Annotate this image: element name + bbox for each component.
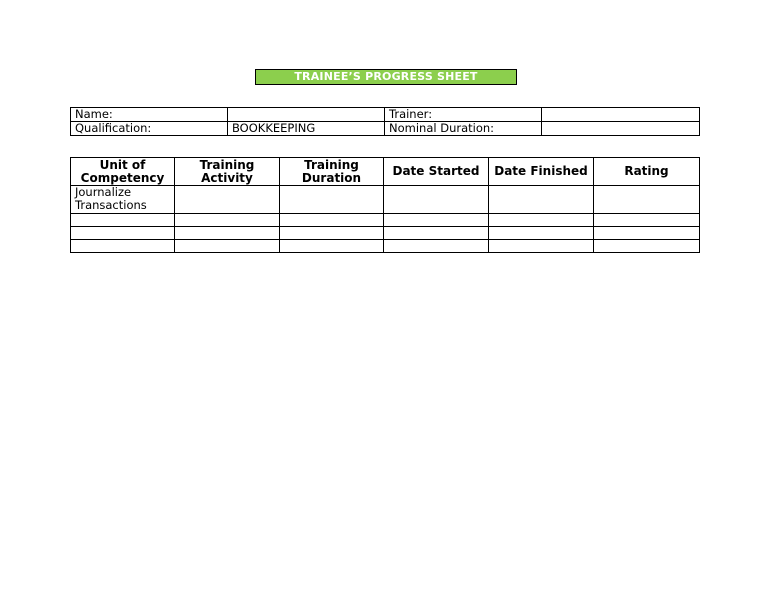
unit-of-competency-cell[interactable]: Journalize Transactions	[71, 186, 175, 214]
training-duration-cell[interactable]	[280, 214, 384, 227]
date-finished-cell[interactable]	[489, 186, 594, 214]
table-row	[71, 227, 700, 240]
date-finished-cell[interactable]	[489, 240, 594, 253]
date-started-cell[interactable]	[384, 214, 489, 227]
name-field[interactable]	[228, 108, 385, 122]
date-finished-cell[interactable]	[489, 214, 594, 227]
header-training-activity: Training Activity	[175, 158, 280, 186]
progress-table	[70, 157, 700, 253]
qualification-field[interactable]: BOOKKEEPING	[228, 122, 385, 136]
header-date-started: Date Started	[384, 158, 489, 186]
rating-cell[interactable]	[594, 214, 700, 227]
header-rating: Rating	[594, 158, 700, 186]
progress-table-header	[71, 158, 700, 186]
trainee-info-table	[70, 107, 700, 136]
table-row	[71, 214, 700, 227]
unit-of-competency-cell[interactable]	[71, 214, 175, 227]
training-activity-cell[interactable]	[175, 227, 280, 240]
table-row	[71, 240, 700, 253]
date-finished-cell[interactable]	[489, 227, 594, 240]
header-unit-of-competency: Unit of Competency	[71, 158, 175, 186]
date-started-cell[interactable]	[384, 227, 489, 240]
rating-cell[interactable]	[594, 186, 700, 214]
qualification-label: Qualification:	[71, 122, 228, 136]
table-row	[71, 186, 700, 214]
rating-cell[interactable]	[594, 227, 700, 240]
header-date-finished: Date Finished	[489, 158, 594, 186]
training-activity-cell[interactable]	[175, 186, 280, 214]
unit-of-competency-cell[interactable]	[71, 240, 175, 253]
date-started-cell[interactable]	[384, 240, 489, 253]
rating-cell[interactable]	[594, 240, 700, 253]
training-duration-cell[interactable]	[280, 227, 384, 240]
nominal-duration-field[interactable]	[542, 122, 700, 136]
info-row-qualification	[71, 122, 700, 136]
unit-of-competency-cell[interactable]	[71, 227, 175, 240]
page-title: TRAINEE’S PROGRESS SHEET	[255, 69, 517, 85]
trainer-field[interactable]	[542, 108, 700, 122]
trainer-label: Trainer:	[385, 108, 542, 122]
training-activity-cell[interactable]	[175, 240, 280, 253]
training-duration-cell[interactable]	[280, 240, 384, 253]
info-row-name	[71, 108, 700, 122]
training-activity-cell[interactable]	[175, 214, 280, 227]
date-started-cell[interactable]	[384, 186, 489, 214]
header-training-duration: Training Duration	[280, 158, 384, 186]
name-label: Name:	[71, 108, 228, 122]
training-duration-cell[interactable]	[280, 186, 384, 214]
nominal-duration-label: Nominal Duration:	[385, 122, 542, 136]
